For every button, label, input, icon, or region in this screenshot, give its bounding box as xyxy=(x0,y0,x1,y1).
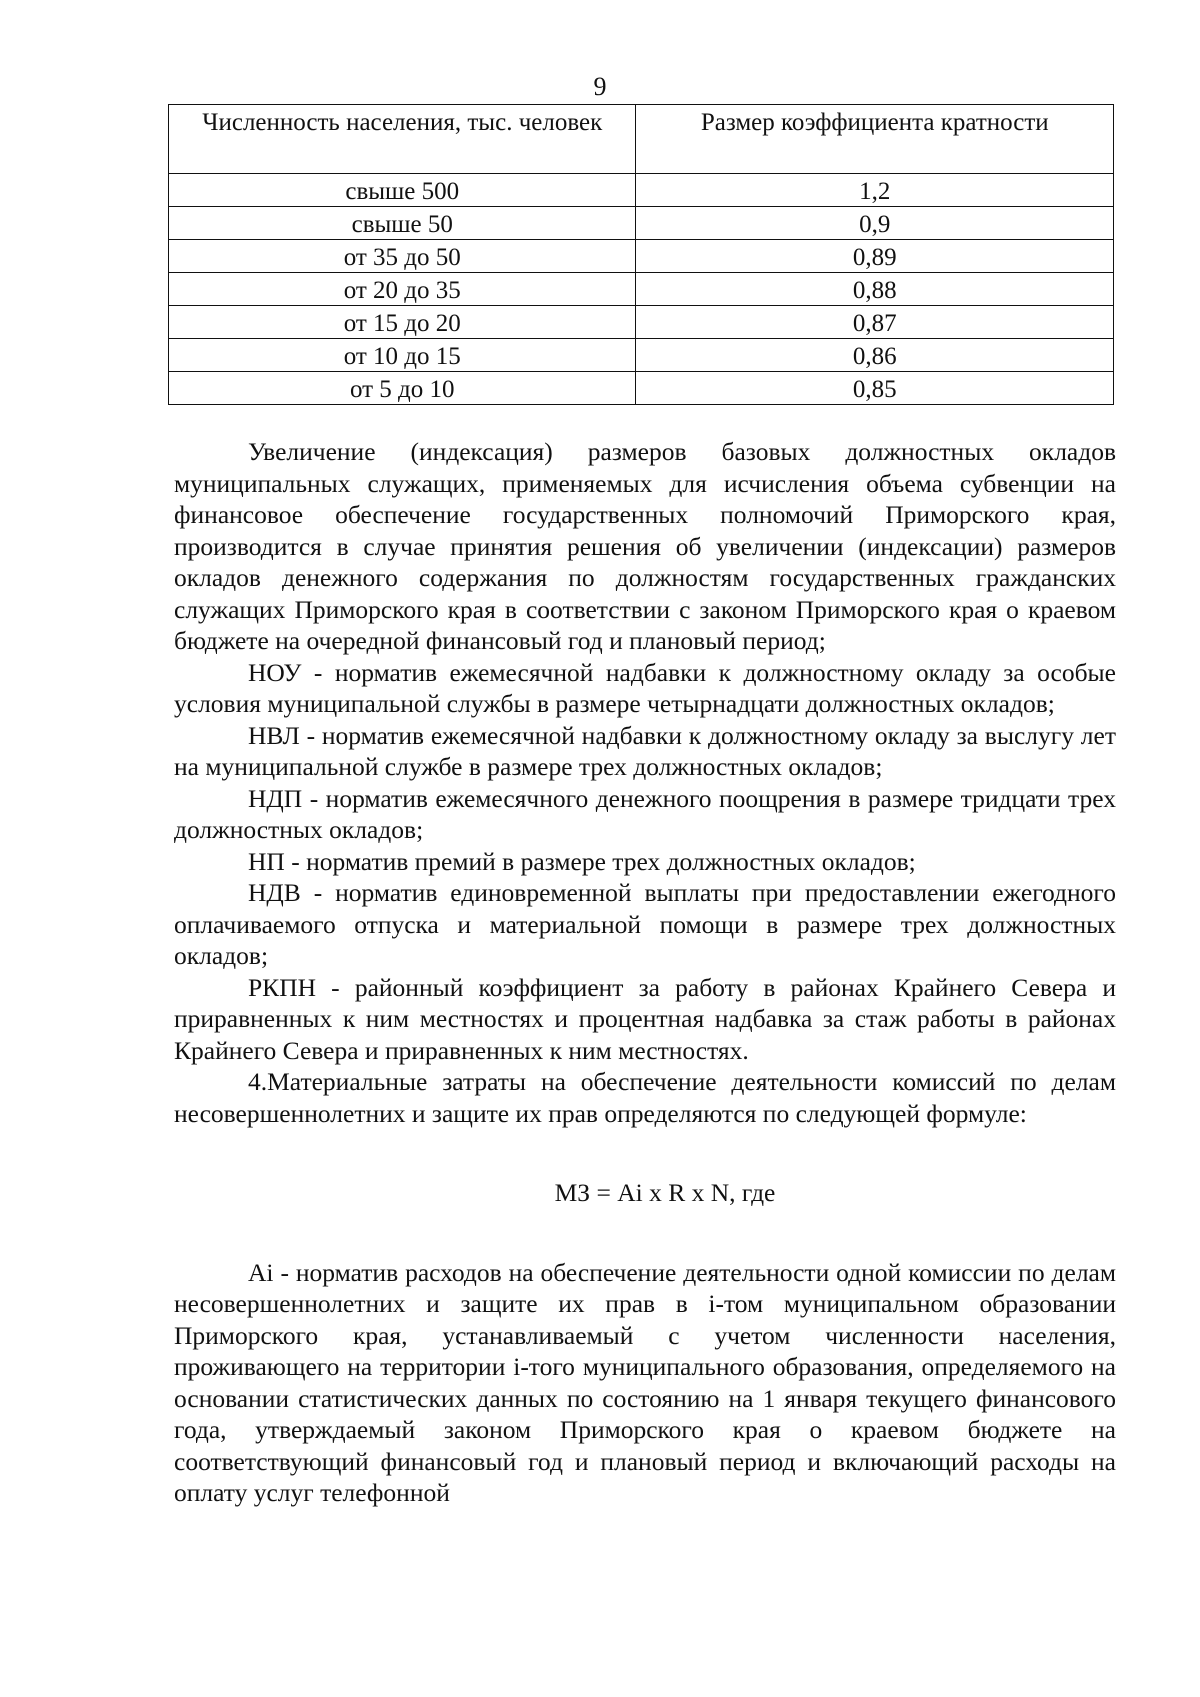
cell-population: от 20 до 35 xyxy=(169,273,636,306)
coefficient-table xyxy=(168,104,1114,405)
paragraph-nvl: НВЛ - норматив ежемесячной надбавки к должностному окладу за выслугу лет на муниципальной службе в размере трех должностных окладов; xyxy=(174,720,1116,781)
table-row xyxy=(169,306,1114,339)
formula: МЗ = Аi x R x N, где xyxy=(554,1178,776,1207)
table-row xyxy=(169,339,1114,372)
paragraph-nou: НОУ - норматив ежемесячной надбавки к должностному окладу за особые условия муниципальной службы в размере четырнадцати должностных окладов; xyxy=(174,657,1116,718)
table-row xyxy=(169,174,1114,207)
cell-population: от 15 до 20 xyxy=(169,306,636,339)
cell-coefficient: 1,2 xyxy=(636,174,1114,207)
paragraph-ndp: НДП - норматив ежемесячного денежного поощрения в размере тридцати трех должностных окладов; xyxy=(174,783,1116,844)
cell-coefficient: 0,89 xyxy=(636,240,1114,273)
paragraph-np: НП - норматив премий в размере трех должностных окладов; xyxy=(248,846,916,876)
cell-population: свыше 500 xyxy=(169,174,636,207)
cell-coefficient: 0,88 xyxy=(636,273,1114,306)
cell-population: от 10 до 15 xyxy=(169,339,636,372)
cell-coefficient: 0,9 xyxy=(636,207,1114,240)
cell-coefficient: 0,86 xyxy=(636,339,1114,372)
cell-population: свыше 50 xyxy=(169,207,636,240)
header-population: Численность населения, тыс. человек xyxy=(169,105,636,174)
cell-population: от 35 до 50 xyxy=(169,240,636,273)
paragraph-rkpn: РКПН - районный коэффициент за работу в районах Крайнего Севера и приравненных к ним местностях и процентная надбавка за стаж работы в районах Крайнего Севера и приравненных к ним местностях. xyxy=(174,972,1116,1065)
table-header-row xyxy=(169,105,1114,174)
table-row xyxy=(169,273,1114,306)
cell-coefficient: 0,87 xyxy=(636,306,1114,339)
cell-coefficient: 0,85 xyxy=(636,372,1114,405)
document-body xyxy=(174,436,1116,1509)
paragraph-ai: Аi - норматив расходов на обеспечение деятельности одной комиссии по делам несовершеннолетних и защите их прав в i-том муниципальном образовании Приморского края, устанавливаемый с учетом численности населения, проживающего на территории i-того муниципального образования, определяемого на основании статистических данных по состоянию на 1 января текущего финансового года, утверждаемый законом Приморского края о краевом бюджете на соответствующий финансовый год и плановый период и включающий расходы на оплату услуг телефонной xyxy=(174,1257,1116,1507)
paragraph-material-costs: 4.Материальные затраты на обеспечение деятельности комиссий по делам несовершеннолетних и защите их прав определяются по следующей формуле: xyxy=(174,1067,1116,1128)
header-coefficient: Размер коэффициента кратности xyxy=(636,105,1114,174)
table-row xyxy=(169,372,1114,405)
paragraph-indexation: Увеличение (индексация) размеров базовых должностных окладов муниципальных служащих, применяемых для исчисления объема субвенции на финансовое обеспечение государственных полномочий Приморского края, производится в случае принятия решения об увеличении (индексации) размеров окладов денежного содержания по должностям государственных гражданских служащих Приморского края в соответствии с законом Приморского края о краевом бюджете на очередной финансовый год и плановый период; xyxy=(174,437,1116,655)
table-row xyxy=(169,207,1114,240)
page-number: 9 xyxy=(593,72,607,101)
table-row xyxy=(169,240,1114,273)
paragraph-ndv: НДВ - норматив единовременной выплаты при предоставлении ежегодного оплачиваемого отпуска и материальной помощи в размере трех должностных окладов; xyxy=(174,878,1116,970)
cell-population: от 5 до 10 xyxy=(169,372,636,405)
